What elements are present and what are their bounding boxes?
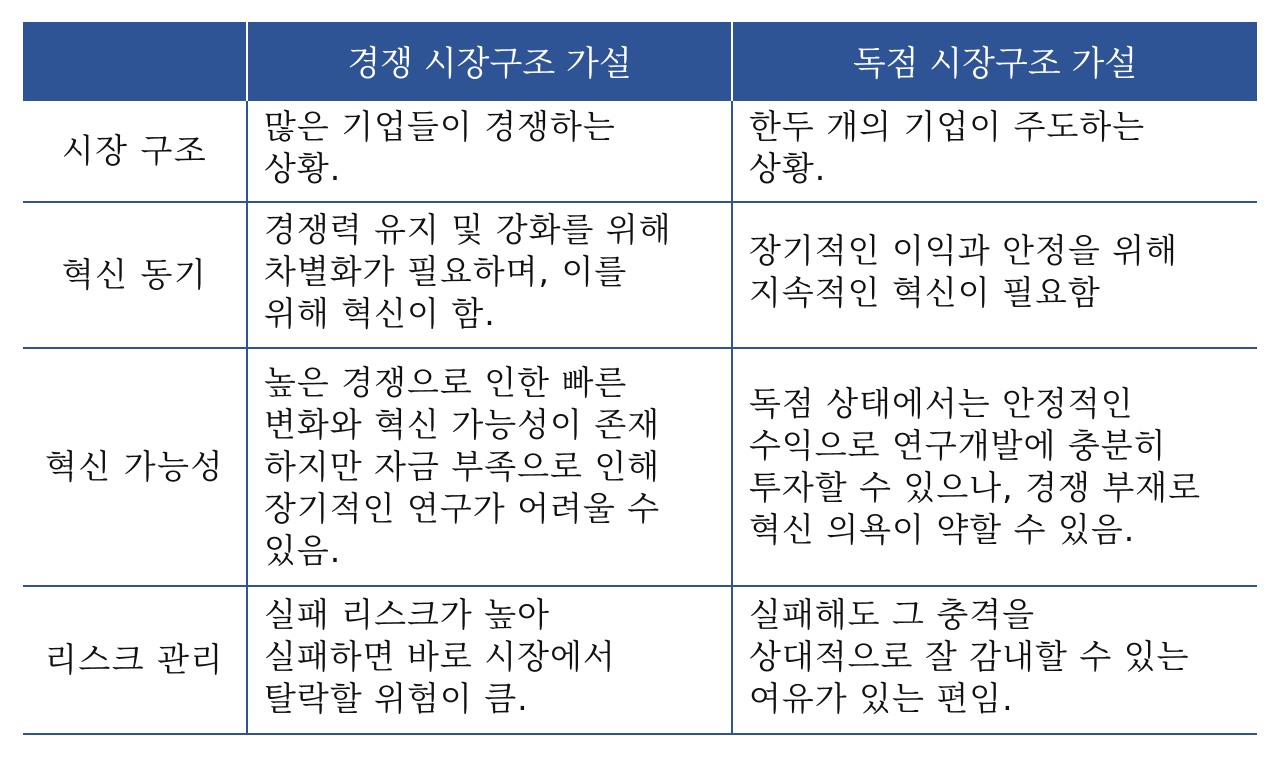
cell-competitive (247, 100, 732, 202)
cell-line: 상대적으로 잘 감내할 수 있는 (749, 637, 1190, 676)
cell-line: 여유가 있는 편임. (749, 679, 1014, 718)
cell-line: 탈락할 위험이 큼. (264, 679, 529, 718)
cell-line: 차별화가 필요하며, 이를 (264, 252, 628, 291)
header-cell-empty (23, 22, 247, 100)
comparison-table-container (23, 22, 1257, 735)
cell-line: 장기적인 이익과 안정을 위해 (749, 231, 1179, 270)
cell-line: 한두 개의 기업이 주도하는 (749, 107, 1146, 146)
header-cell-competitive: 경쟁 시장구조 가설 (247, 22, 732, 100)
table-header-row (23, 22, 1257, 100)
row-label: 시장 구조 (23, 100, 247, 202)
cell-line: 수익으로 연구개발에 충분히 (749, 426, 1167, 465)
cell-line: 있음. (264, 531, 342, 570)
cell-monopoly (732, 202, 1257, 348)
cell-line: 경쟁력 유지 및 강화를 위해 (264, 210, 672, 249)
market-structure-comparison-table (23, 22, 1257, 735)
cell-line: 많은 기업들이 경쟁하는 (264, 107, 616, 146)
row-label: 리스크 관리 (23, 586, 247, 734)
cell-line: 실패하면 바로 시장에서 (264, 637, 616, 676)
cell-line: 상황. (264, 149, 342, 188)
cell-competitive (247, 348, 732, 586)
header-cell-monopoly: 독점 시장구조 가설 (732, 22, 1257, 100)
cell-line: 장기적인 연구가 어려울 수 (264, 489, 661, 528)
table-row-innovation-possibility (23, 348, 1257, 586)
row-label: 혁신 동기 (23, 202, 247, 348)
cell-line: 혁신 의욕이 약할 수 있음. (749, 510, 1136, 549)
cell-monopoly (732, 586, 1257, 734)
cell-line: 독점 상태에서는 안정적인 (749, 384, 1134, 423)
cell-monopoly (732, 100, 1257, 202)
cell-line: 투자할 수 있으나, 경쟁 부재로 (749, 468, 1201, 507)
cell-line: 위해 혁신이 함. (264, 294, 496, 333)
table-row-market-structure (23, 100, 1257, 202)
cell-line: 높은 경쟁으로 인한 빠른 (264, 363, 628, 402)
row-label: 혁신 가능성 (23, 348, 247, 586)
cell-line: 하지만 자금 부족으로 인해 (264, 447, 661, 486)
table-row-risk-management (23, 586, 1257, 734)
cell-line: 지속적인 혁신이 필요함 (749, 273, 1101, 312)
cell-line: 변화와 혁신 가능성이 존재 (264, 405, 661, 444)
table-row-innovation-motive (23, 202, 1257, 348)
cell-line: 상황. (749, 149, 827, 188)
cell-competitive (247, 586, 732, 734)
cell-line: 실패해도 그 충격을 (749, 595, 1036, 634)
cell-monopoly (732, 348, 1257, 586)
cell-competitive (247, 202, 732, 348)
cell-line: 실패 리스크가 높아 (264, 595, 551, 634)
